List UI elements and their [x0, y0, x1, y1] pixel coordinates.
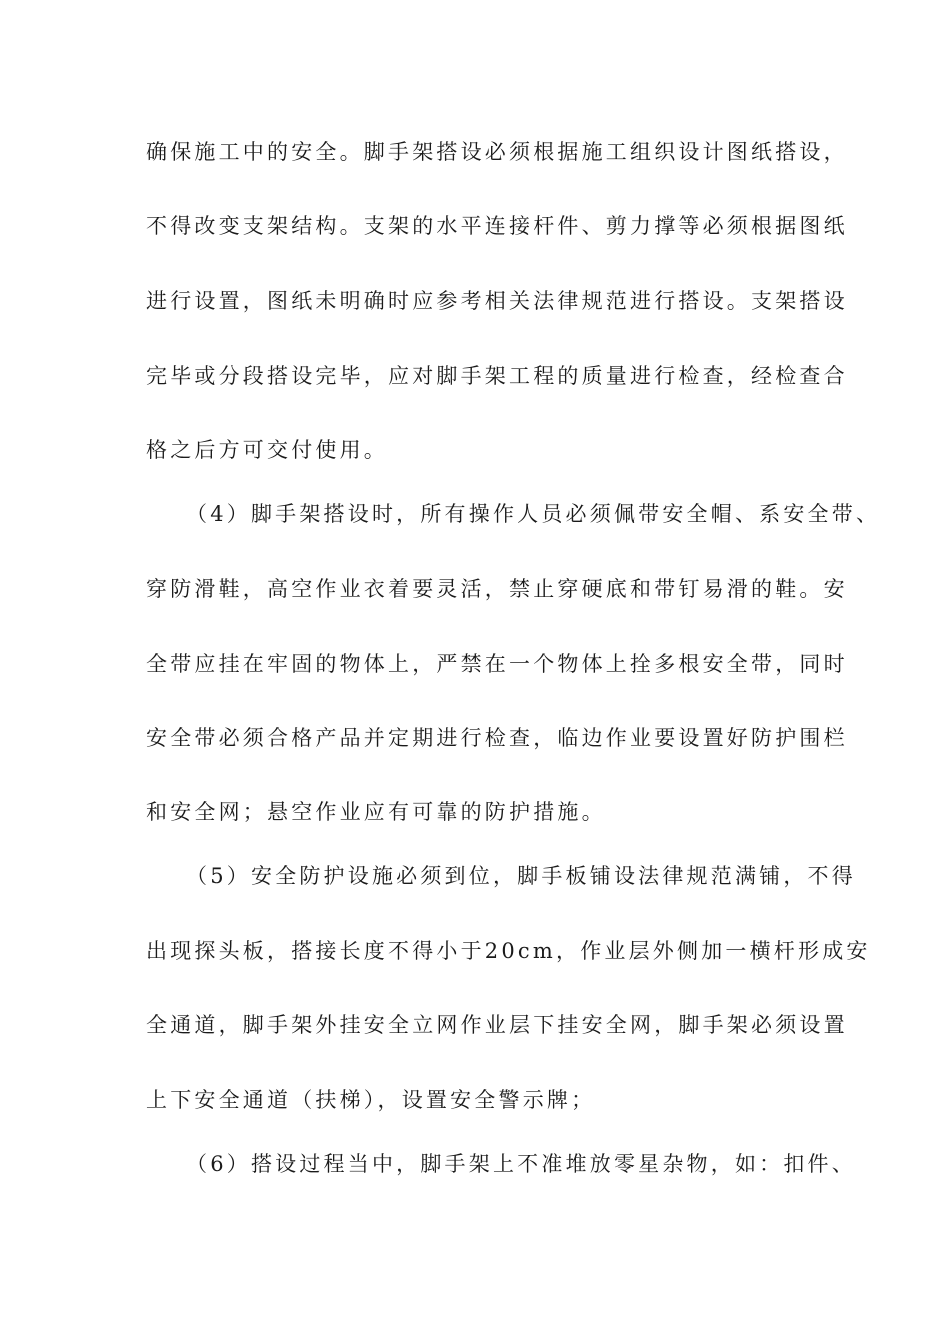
- body-text-line: 穿防滑鞋，高空作业衣着要灵活，禁止穿硬底和带钉易滑的鞋。安: [146, 577, 848, 601]
- body-text-line: 格之后方可交付使用。: [146, 438, 388, 462]
- body-text-line: 出现探头板，搭接长度不得小于20cm，作业层外侧加一横杆形成安: [146, 939, 871, 963]
- body-text-line: 全带应挂在牢固的物体上，严禁在一个物体上拴多根安全带，同时: [146, 652, 848, 676]
- paragraph-item-5-start: （5）安全防护设施必须到位，脚手板铺设法律规范满铺，不得: [186, 864, 856, 888]
- body-text-line: 安全带必须合格产品并定期进行检查，临边作业要设置好防护围栏: [146, 726, 848, 750]
- body-text-line: 和安全网；悬空作业应有可靠的防护措施。: [146, 800, 606, 824]
- body-text-line: 完毕或分段搭设完毕，应对脚手架工程的质量进行检查，经检查合: [146, 364, 848, 388]
- body-text-line: 进行设置，图纸未明确时应参考相关法律规范进行搭设。支架搭设: [146, 289, 848, 313]
- body-text-line: 上下安全通道（扶梯），设置安全警示牌；: [146, 1088, 596, 1112]
- paragraph-item-4-start: （4）脚手架搭设时，所有操作人员必须佩带安全帽、系安全带、: [186, 502, 881, 526]
- body-text-line: 确保施工中的安全。脚手架搭设必须根据施工组织设计图纸搭设，: [146, 140, 848, 164]
- body-text-line: 不得改变支架结构。支架的水平连接杆件、剪力撑等必须根据图纸: [146, 214, 848, 238]
- body-text-line: 全通道，脚手架外挂安全立网作业层下挂安全网，脚手架必须设置: [146, 1013, 848, 1037]
- paragraph-item-6-start: （6）搭设过程当中，脚手架上不准堆放零星杂物，如：扣件、: [186, 1152, 856, 1176]
